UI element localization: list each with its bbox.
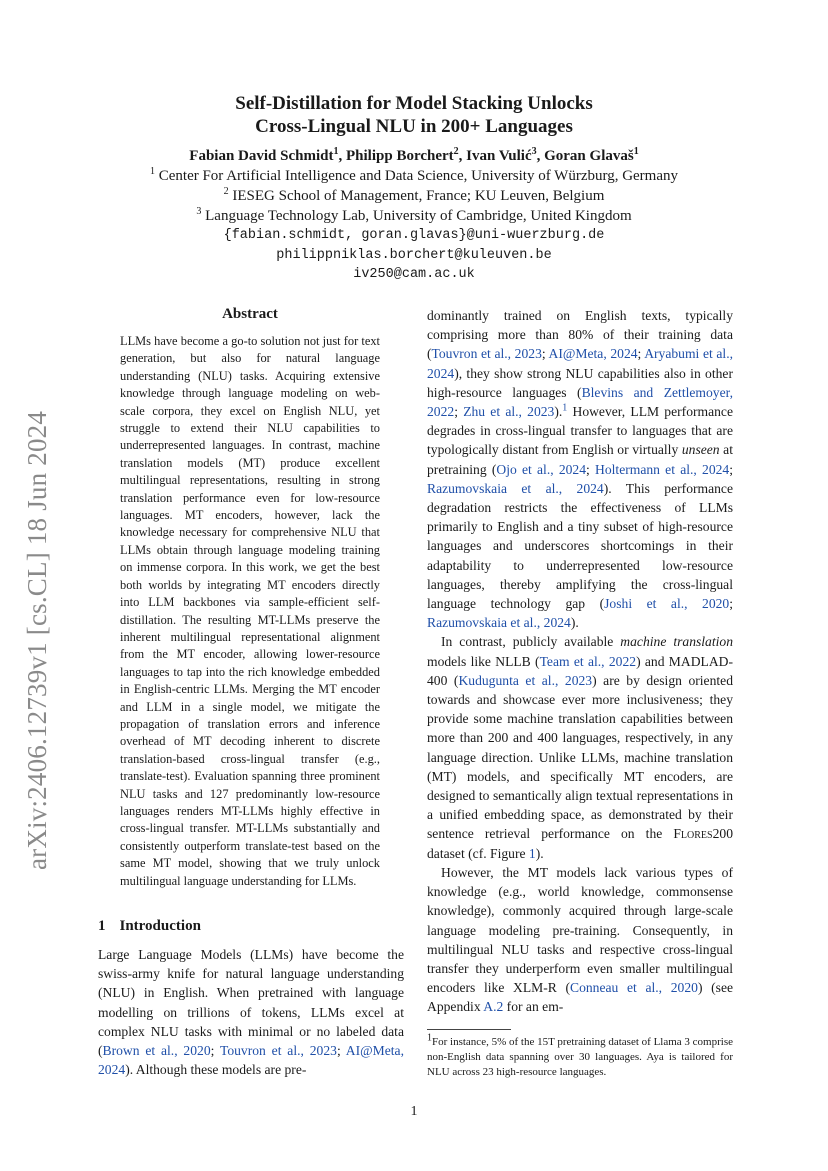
footnote-divider <box>427 1029 511 1030</box>
citation-link[interactable]: Conneau et al., 2020 <box>570 980 698 996</box>
author-name: Goran Glavaš <box>544 148 634 164</box>
page-number: 1 <box>410 1104 418 1119</box>
intro-paragraph: Large Language Models (LLMs) have become the swiss-army knife for natural language understanding (NLU) in English. When pretrained with language modelling on trillions of tokens, LLMs excel at complex NLU tasks with minimal or no labeled data (Brown et al., 2020; Touvron et al., 2023; AI@Meta, 2024). Although these models are pre- <box>98 947 404 1078</box>
body-paragraph: dominantly trained on English texts, typically comprising more than 80% of their training data (Touvron et al., 2023; AI@Meta, 2024; Aryabumi et al., 2024), they show strong NLU capabilities also in other high-resource languages (Blevins and Zettlemoyer, 2022; Zhu et al., 2023).$^1$ However, LLM performance degrades in cross-lingual transfer to languages that are typologically distant from English or virtually unseen at pretraining (Ojo et al., 2024; Holtermann et al., 2024; Razumovskaia et al., 2024). This performance degradation restricts the effectiveness of LLMs primarily to English and a tiny subset of high-resource languages and underscores shortcomings in their adaptability to underrepresented low-resource languages, thereby amplifying the cross-lingual language technology gap (Joshi et al., 2020; Razumovskaia et al., 2024). <box>427 308 733 631</box>
author-name: Ivan Vulić <box>466 148 532 164</box>
introduction-section <box>98 918 404 1079</box>
affiliation-1: $^1$ Center For Artificial Intelligence and Data Science, University of Würzburg, Germany <box>149 166 679 184</box>
author-affil-sup: 1 <box>333 146 339 157</box>
footnote-text: For instance, 5% of the 15T pretraining dataset of Llama 3 comprise non-English data spanning over 30 languages. Aya is tailored for NLU across 23 high-resource languages. <box>427 1036 733 1078</box>
citation-link[interactable]: Touvron et al., 2023 <box>431 346 542 362</box>
author-name: Philipp Borchert <box>346 148 454 164</box>
email-line-2: philippniklas.borchert@kuleuven.be <box>276 247 552 263</box>
paper-title-line-1: Self-Distillation for Model Stacking Unlocks <box>235 93 593 114</box>
email-line-3: iv250@cam.ac.uk <box>353 267 475 282</box>
citation-link[interactable]: Razumovskaia et al., 2024 <box>427 615 571 631</box>
footnote-marker[interactable]: 1 <box>562 402 568 414</box>
author-separator: , <box>458 148 467 164</box>
author-affil-sup: 1 <box>633 146 639 157</box>
citation-link[interactable]: Aryabumi et al., 2024 <box>427 346 733 381</box>
email-line-1: {fabian.schmidt, goran.glavas}@uni-wuerzburg.de <box>223 228 605 243</box>
body-paragraph: However, the MT models lack various types of knowledge (e.g., world knowledge, commonsense knowledge), commonly acquired through large-scale language modeling pre-training. Consequently, in multilingual NLU tasks and respective cross-lingual transfer they underperform even smaller multilingual encoders like XLM-R (Conneau et al., 2020) (see Appendix A.2 for an em- <box>427 864 734 1015</box>
abstract-text: LLMs have become a go-to solution not just for text generation, but also for natural language understanding (NLU) tasks. Acquiring extensive knowledge through language modeling on web-scale corpora, they excel on English NLU, yet struggle to extend their NLU capabilities to underrepresented languages. In contrast, machine translation models (MT) produce excellent multilingual representations, resulting in strong translation performance even for low-resource languages. MT encoders, however, lack the knowledge necessary for comprehensive NLU that LLMs obtain through language modeling training on immense corpora. In this work, we get the best both worlds by integrating MT encoders directly into LLM backbones via sample-efficient self-distillation. The resulting MT-LLMs preserve the inherent multilingual representational alignment from the MT encoder, allowing lower-resource languages to tap into the rich knowledge embedded in English-centric LLMs. Merging the MT encoder and LLM in a single model, we mitigate the propagation of translation errors and inference overhead of MT decoding inherent to discrete translation-based cross-lingual transfer (e.g., translate-test). Evaluation spanning three prominent NLU tasks and 127 predominantly low-resource languages renders MT-LLMs highly effective in cross-lingual transfer. MT-LLMs substantially and consistently outperform translate-test based on the same MT model, showing that we truly unlock multilingual language understanding for LLMs. <box>120 334 380 888</box>
citation-link[interactable]: Zhu et al., 2023 <box>463 404 555 420</box>
citation-link[interactable]: Razumovskaia et al., 2024 <box>427 480 604 496</box>
right-column <box>427 306 733 1017</box>
author-affil-sup: 2 <box>453 146 459 157</box>
citation-link[interactable]: Joshi et al., 2020 <box>604 596 730 612</box>
section-title: Introduction <box>119 918 201 934</box>
body-paragraph: In contrast, publicly available machine translation models like NLLB (Team et al., 2022) and MADLAD-400 (Kudugunta et al., 2023) are by design oriented towards and showcase ever more inclusiveness; they provide some machine translation capabilities between more than 200 and 400 languages, respectively, in any language direction. Unlike LLMs, machine translation (MT) models, and specifically MT encoders, are designed to semantically align textual representations in a unified embedding space, as demonstrated by their sentence retrieval performance on the Flores200 dataset (cf. Figure 1). <box>427 634 733 861</box>
author-name: Fabian David Schmidt <box>189 148 334 164</box>
citation-link[interactable]: AI@Meta, 2024 <box>98 1043 404 1078</box>
citation-link[interactable]: Team et al., 2022 <box>539 653 637 669</box>
author-separator: , <box>536 148 545 164</box>
affiliation-3: $^3$ Language Technology Lab, University of Cambridge, United Kingdom <box>196 206 632 224</box>
abstract-heading: Abstract <box>222 306 278 322</box>
figure-reference-link[interactable]: 1 <box>528 845 536 861</box>
footnote <box>427 1032 733 1079</box>
author-separator: , <box>338 148 346 164</box>
footnote-number: 1 <box>427 1032 432 1044</box>
author-affil-sup: 3 <box>531 146 537 157</box>
citation-link[interactable]: Blevins and Zettlemoyer, 2022 <box>427 384 733 420</box>
citation-link[interactable]: Kudugunta et al., 2023 <box>458 672 593 688</box>
citation-link[interactable]: Ojo et al., 2024 <box>496 461 587 477</box>
affiliation-2: $^2$ IESEG School of Management, France; KU Leuven, Belgium <box>223 186 605 204</box>
section-number: 1 <box>98 918 106 934</box>
arxiv-identifier: arXiv:2406.12739v1 [cs.CL] 18 Jun 2024 <box>22 410 52 870</box>
citation-link[interactable]: Holtermann et al., 2024 <box>595 461 730 477</box>
citation-link[interactable]: Touvron et al., 2023 <box>219 1043 337 1059</box>
citation-link[interactable]: Brown et al., 2020 <box>102 1043 211 1059</box>
abstract-section <box>120 306 380 890</box>
title-block <box>0 92 828 285</box>
author-list <box>0 146 828 166</box>
paper-title-line-2: Cross-Lingual NLU in 200+ Languages <box>255 116 573 137</box>
citation-link[interactable]: AI@Meta, 2024 <box>548 346 638 362</box>
appendix-reference-link[interactable]: A.2 <box>483 999 504 1015</box>
section-heading <box>98 918 404 935</box>
